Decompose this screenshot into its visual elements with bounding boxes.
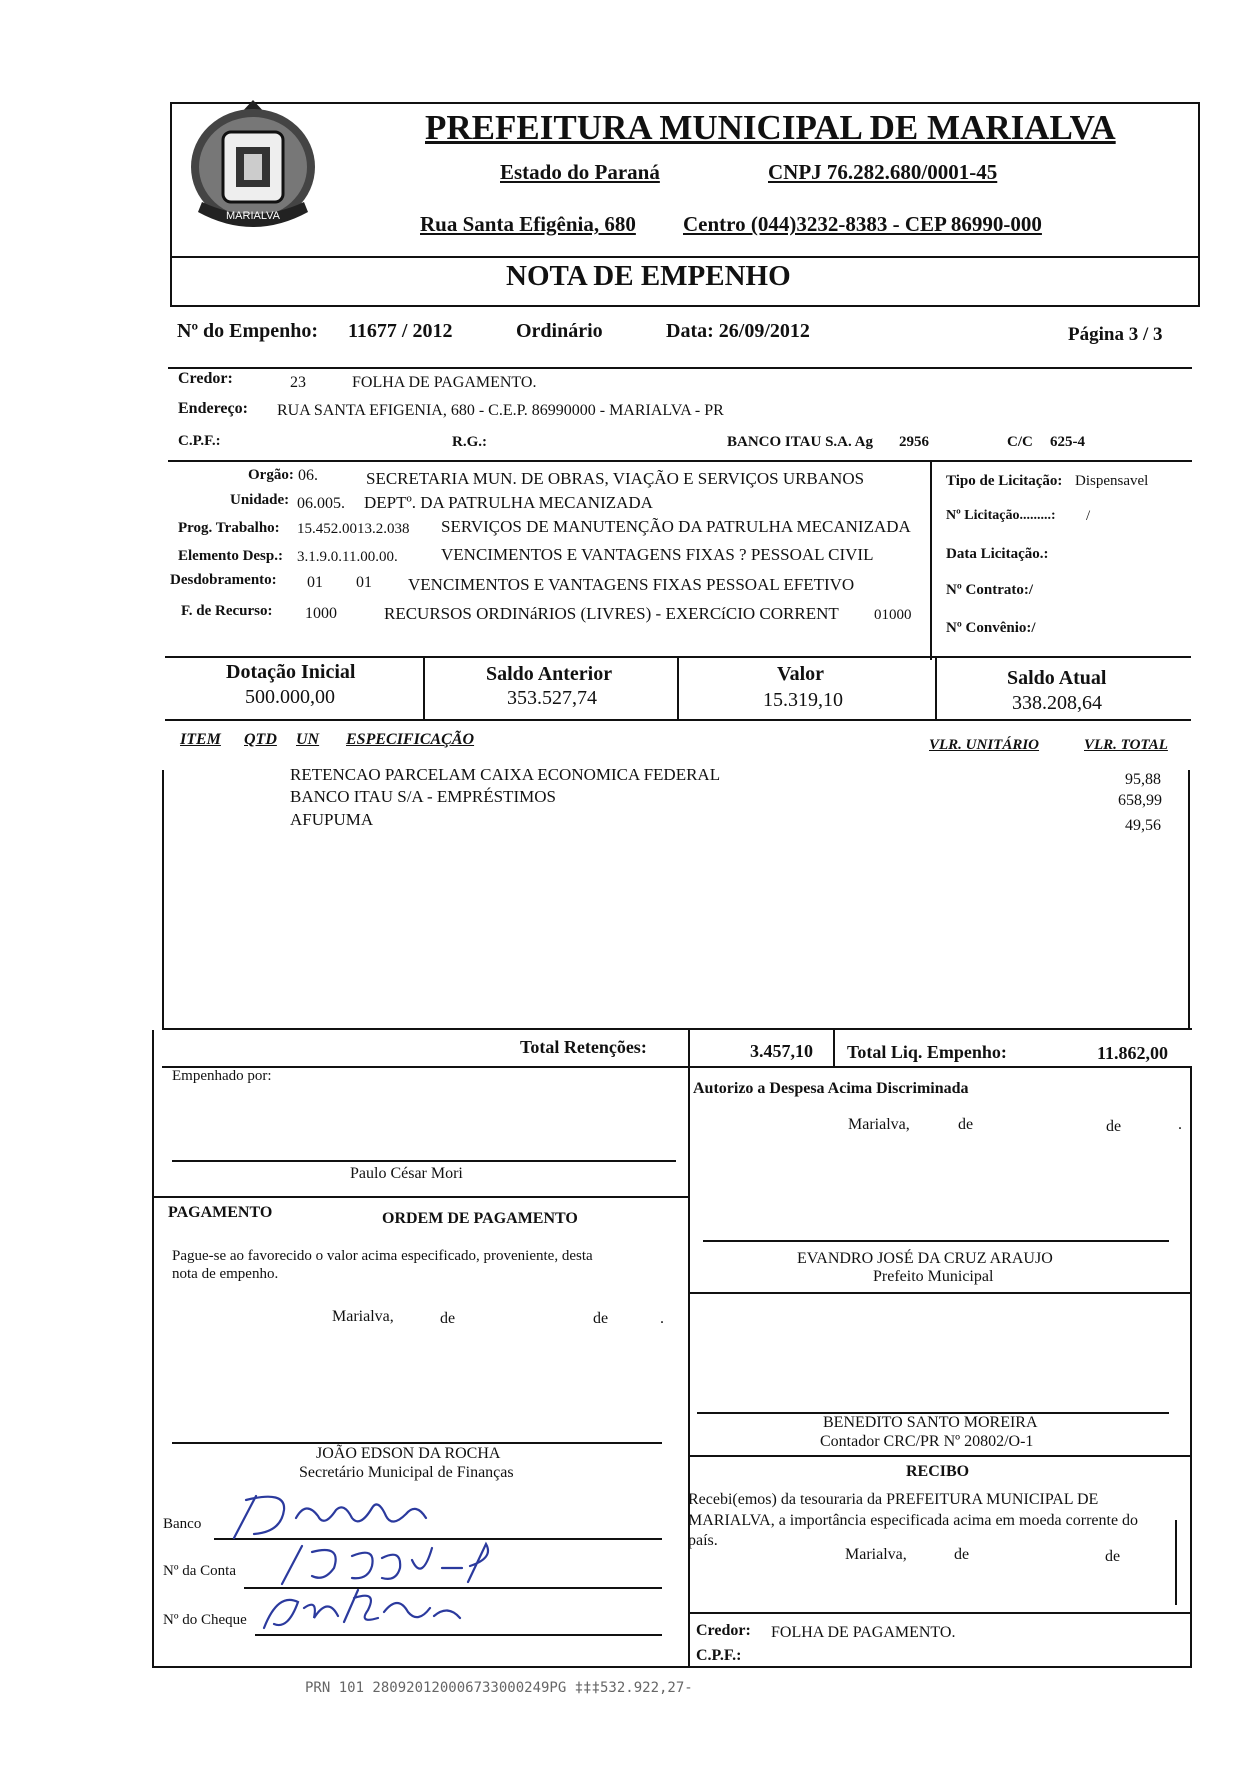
- recibo-text-2: MARIALVA, a importância especificada acima em moeda corrente do: [688, 1512, 1139, 1529]
- coat-of-arms-icon: [178, 92, 328, 242]
- autorizo-de1: de: [958, 1116, 974, 1133]
- elem-label: Elemento Desp.:: [178, 548, 283, 564]
- unidade-code: 06.005.: [297, 495, 345, 512]
- unidade-desc: DEPTº. DA PATRULHA MECANIZADA: [364, 493, 653, 512]
- state-label: Estado do Paraná: [500, 160, 660, 184]
- recurso-code2: 01000: [874, 607, 912, 623]
- empenho-number: 11677 / 2012: [348, 320, 453, 342]
- anterior-label: Saldo Anterior: [486, 663, 613, 685]
- pagamento-label: PAGAMENTO: [168, 1204, 273, 1221]
- col-vlr-unitario: VLR. UNITÁRIO: [929, 737, 1040, 753]
- desd-desc: VENCIMENTOS E VANTAGENS FIXAS PESSOAL EFETIVO: [408, 575, 855, 594]
- dotacao-label: Dotação Inicial: [226, 661, 356, 683]
- empenhado-label: Empenhado por:: [172, 1068, 272, 1084]
- orgao-label: Orgão:: [248, 467, 294, 483]
- autorizo-label: Autorizo a Despesa Acima Discriminada: [693, 1080, 969, 1097]
- recibo-city: Marialva,: [845, 1546, 907, 1563]
- recurso-desc: RECURSOS ORDINáRIOS (LIVRES) - EXERCíCIO CORRENT: [384, 604, 839, 623]
- tipo-licitacao-value: Dispensavel: [1075, 473, 1149, 489]
- address-label: Rua Santa Efigênia, 680: [420, 212, 636, 236]
- atual-value: 338.208,64: [1012, 692, 1102, 714]
- endereco-value: RUA SANTA EFIGENIA, 680 - C.E.P. 86990000 - MARIALVA - PR: [277, 402, 724, 419]
- credor-name: FOLHA DE PAGAMENTO.: [352, 374, 537, 391]
- autorizo-de2: de: [1106, 1118, 1122, 1135]
- list-item: RETENCAO PARCELAM CAIXA ECONOMICA FEDERAL: [290, 765, 721, 784]
- contador-role: Contador CRC/PR Nº 20802/O-1: [820, 1433, 1034, 1450]
- agencia-value: 2956: [899, 434, 929, 450]
- list-item: BANCO ITAU S/A - EMPRÉSTIMOS: [290, 787, 556, 806]
- cc-value: 625-4: [1050, 434, 1085, 450]
- data-licitacao-label: Data Licitação.:: [946, 546, 1049, 562]
- desd-label: Desdobramento:: [170, 572, 277, 588]
- desd-a: 01: [307, 574, 323, 591]
- atual-label: Saldo Atual: [1007, 667, 1107, 689]
- cheque-handwriting: [258, 1582, 468, 1640]
- dotacao-value: 500.000,00: [245, 686, 335, 708]
- valor-label: Valor: [777, 663, 825, 685]
- cc-label: C/C: [1007, 434, 1033, 450]
- total-liq-label: Total Liq. Empenho:: [847, 1042, 1007, 1062]
- elem-desc: VENCIMENTOS E VANTAGENS FIXAS ? PESSOAL CIVIL: [441, 545, 874, 564]
- prefeito-role: Prefeito Municipal: [873, 1268, 994, 1285]
- banco-label: BANCO ITAU S.A. Ag: [727, 434, 873, 450]
- secretario-role: Secretário Municipal de Finanças: [299, 1464, 514, 1481]
- recibo-de2: de: [1105, 1548, 1121, 1565]
- prog-desc: SERVIÇOS DE MANUTENÇÃO DA PATRULHA MECANIZADA: [441, 517, 911, 536]
- orgao-desc: SECRETARIA MUN. DE OBRAS, VIAÇÃO E SERVIÇOS URBANOS: [366, 469, 865, 488]
- empenho-date: Data: 26/09/2012: [666, 320, 810, 342]
- prog-label: Prog. Trabalho:: [178, 520, 280, 536]
- prog-code: 15.452.0013.2.038: [297, 521, 410, 537]
- credor-label: Credor:: [178, 370, 233, 387]
- pagamento-de1: de: [440, 1310, 456, 1327]
- unidade-label: Unidade:: [230, 492, 290, 508]
- recurso-code: 1000: [305, 605, 337, 622]
- recibo-title: RECIBO: [906, 1463, 970, 1480]
- empenho-type: Ordinário: [516, 320, 603, 342]
- orgao-code: 06.: [298, 467, 318, 484]
- cpf-label: C.P.F.:: [178, 433, 221, 449]
- pagamento-dot: .: [660, 1310, 664, 1327]
- page-title: PREFEITURA MUNICIPAL DE MARIALVA: [425, 108, 1116, 147]
- col-un: UN: [296, 731, 320, 748]
- rg-label: R.G.:: [452, 434, 487, 450]
- item-total: 49,56: [1125, 817, 1161, 834]
- pagamento-text-2: nota de empenho.: [172, 1266, 279, 1282]
- convenio-label: Nº Convênio:/: [946, 620, 1036, 636]
- total-retencoes-label: Total Retenções:: [520, 1037, 647, 1057]
- col-qtd: QTD: [244, 731, 277, 748]
- list-item: AFUPUMA: [290, 810, 374, 829]
- total-retencoes-value: 3.457,10: [750, 1041, 813, 1061]
- pagamento-de2: de: [593, 1310, 609, 1327]
- document-title: NOTA DE EMPENHO: [506, 260, 791, 292]
- contador-name: BENEDITO SANTO MOREIRA: [823, 1414, 1038, 1431]
- recurso-label: F. de Recurso:: [181, 603, 273, 619]
- tipo-licitacao-label: Tipo de Licitação:: [946, 473, 1063, 489]
- recibo-de1: de: [954, 1546, 970, 1563]
- secretario-name: JOÃO EDSON DA ROCHA: [316, 1445, 501, 1462]
- conta-label: Nº da Conta: [163, 1563, 236, 1579]
- autorizo-dot: .: [1178, 1116, 1182, 1133]
- anterior-value: 353.527,74: [507, 687, 597, 709]
- cnpj-label: CNPJ 76.282.680/0001-45: [768, 160, 998, 184]
- recibo-text-3: país.: [688, 1532, 718, 1549]
- recibo-cpf-label: C.P.F.:: [696, 1647, 742, 1664]
- desd-b: 01: [356, 574, 372, 591]
- endereco-label: Endereço:: [178, 400, 248, 417]
- num-licitacao-label: Nº Licitação.........:: [946, 508, 1056, 523]
- prefeito-name: EVANDRO JOSÉ DA CRUZ ARAUJO: [797, 1250, 1053, 1267]
- svg-text:MARIALVA: MARIALVA: [226, 210, 280, 222]
- item-total: 95,88: [1125, 771, 1161, 788]
- ordem-label: ORDEM DE PAGAMENTO: [382, 1210, 578, 1227]
- col-item: ITEM: [180, 731, 221, 748]
- contact-label: Centro (044)3232-8383 - CEP 86990-000: [683, 212, 1042, 236]
- empenho-label: Nº do Empenho:: [177, 320, 319, 342]
- cheque-label: Nº do Cheque: [163, 1612, 247, 1628]
- page-number: Página 3 / 3: [1068, 324, 1163, 345]
- elem-code: 3.1.9.0.11.00.00.: [297, 549, 398, 565]
- banco-label: Banco: [163, 1516, 202, 1532]
- empenhado-signer: Paulo César Mori: [350, 1165, 463, 1182]
- recibo-text-1: Recebi(emos) da tesouraria da PREFEITURA MUNICIPAL DE: [688, 1491, 1099, 1508]
- credor-code: 23: [290, 374, 306, 391]
- autorizo-city: Marialva,: [848, 1116, 910, 1133]
- contrato-label: Nº Contrato:/: [946, 582, 1034, 598]
- recibo-credor-label: Credor:: [696, 1622, 751, 1639]
- footer-code: PRN 101 280920120006733000249PG ‡‡‡532.922,27-: [305, 1680, 693, 1696]
- col-especificacao: ESPECIFICAÇÃO: [346, 731, 475, 748]
- recibo-credor-value: FOLHA DE PAGAMENTO.: [771, 1624, 956, 1641]
- col-vlr-total: VLR. TOTAL: [1084, 737, 1168, 753]
- valor-value: 15.319,10: [763, 689, 843, 711]
- pagamento-city: Marialva,: [332, 1308, 394, 1325]
- num-licitacao-value: /: [1086, 508, 1091, 524]
- pagamento-text-1: Pague-se ao favorecido o valor acima especificado, proveniente, desta: [172, 1248, 593, 1264]
- item-total: 658,99: [1118, 792, 1162, 809]
- total-liq-value: 11.862,00: [1097, 1043, 1169, 1063]
- banco-handwriting: [226, 1488, 456, 1543]
